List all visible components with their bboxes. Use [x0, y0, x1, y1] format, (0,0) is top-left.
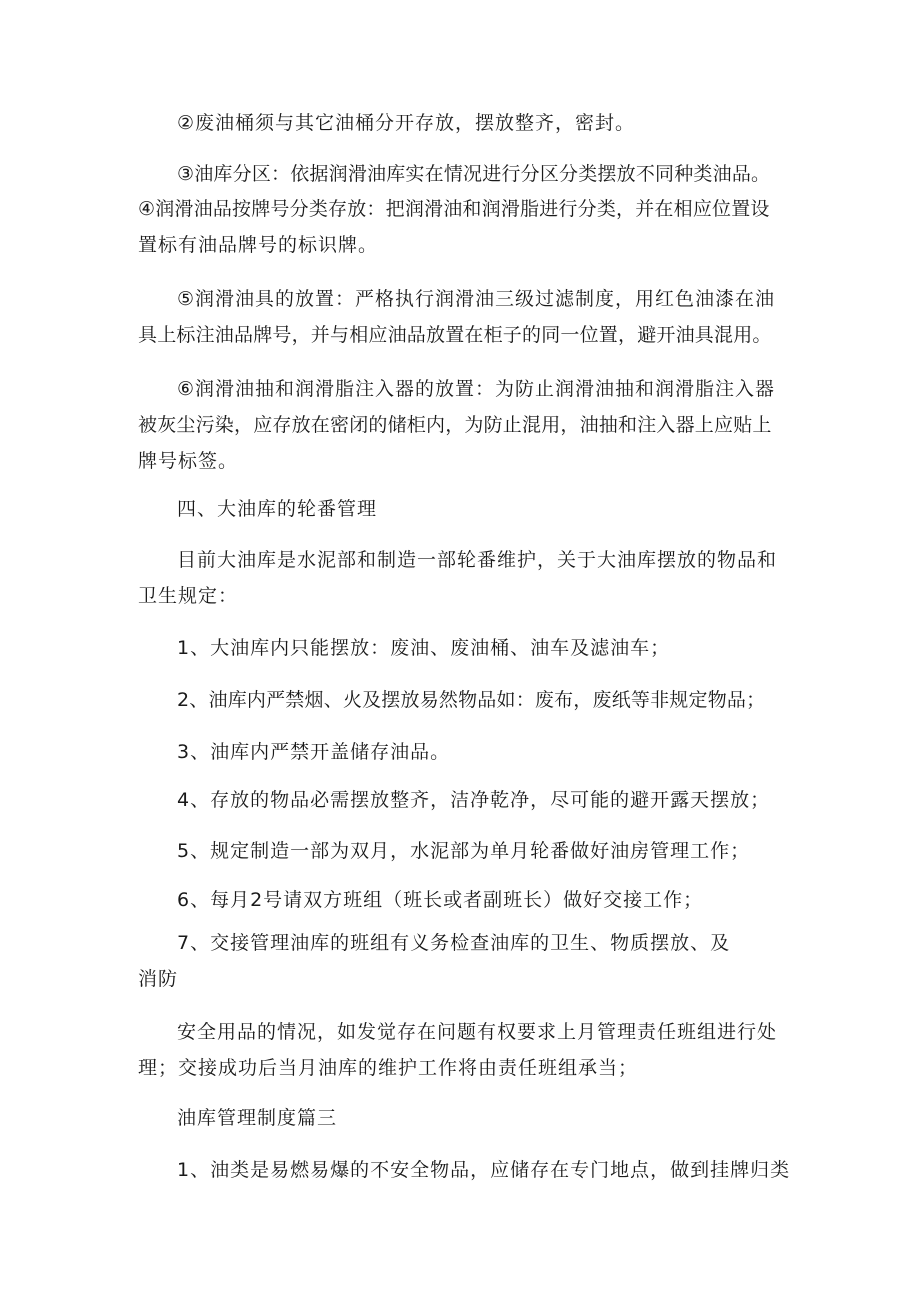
paragraph-line-6: 具上标注油品牌号，并与相应油品放置在柜子的同一位置，避开油具混用。 [138, 324, 772, 346]
paragraph-line-9: 牌号标签。 [138, 450, 239, 472]
paragraph-line-3: ④润滑油品按牌号分类存放：把润滑油和润滑脂进行分类，并在相应位置设 [138, 198, 770, 220]
list-item-1: 1、大油库内只能摆放：废油、废油桶、油车及滤油车； [177, 637, 671, 659]
paragraph-line-8: 被灰尘污染，应存放在密闭的储柜内，为防止混用，油抽和注入器上应贴上 [138, 414, 772, 436]
paragraph-line-7: ⑥润滑油抽和润滑脂注入器的放置：为防止润滑油抽和润滑脂注入器 [177, 378, 776, 400]
paragraph-line-4: 置标有油品牌号的标识牌。 [138, 234, 379, 256]
chapter-title: 油库管理制度篇三 [177, 1107, 338, 1129]
paragraph-line-5: ⑤润滑油具的放置：严格执行润滑油三级过滤制度，用红色油漆在油 [177, 288, 776, 310]
paragraph-line-1: ②废油桶须与其它油桶分开存放，摆放整齐，密封。 [177, 112, 636, 134]
list-item-4: 4、存放的物品必需摆放整齐，洁净乾净，尽可能的避开露天摆放； [177, 789, 771, 811]
list-item-2: 2、油库内严禁烟、火及摆放易然物品如：废布，废纸等非规定物品； [177, 689, 766, 711]
list-item-7-continued: 消防 [138, 968, 179, 990]
paragraph-line-21: 安全用品的情况，如发觉存在问题有权要求上月管理责任班组进行处 [177, 1021, 778, 1043]
paragraph-line-24: 1、油类是易燃易爆的不安全物品，应储存在专门地点，做到挂牌归类 [177, 1159, 791, 1181]
section-heading: 四、大油库的轮番管理 [177, 498, 378, 520]
list-item-5: 5、规定制造一部为双月，水泥部为单月轮番做好油房管理工作； [177, 840, 751, 862]
list-item-6: 6、每月2号请双方班组（班长或者副班长）做好交接工作； [177, 889, 704, 911]
paragraph-line-2: ③油库分区：依据润滑油库实在情况进行分区分类摆放不同种类油品。 [177, 163, 771, 185]
paragraph-line-11: 目前大油库是水泥部和制造一部轮番维护，关于大油库摆放的物品和 [177, 549, 778, 571]
list-item-3: 3、油库内严禁开盖储存油品。 [177, 741, 451, 763]
paragraph-line-22: 理；交接成功后当月油库的维护工作将由责任班组承当； [138, 1057, 639, 1079]
list-item-7: 7、交接管理油库的班组有义务检查油库的卫生、物质摆放、及 [177, 932, 731, 954]
paragraph-line-12: 卫生规定： [138, 585, 239, 607]
